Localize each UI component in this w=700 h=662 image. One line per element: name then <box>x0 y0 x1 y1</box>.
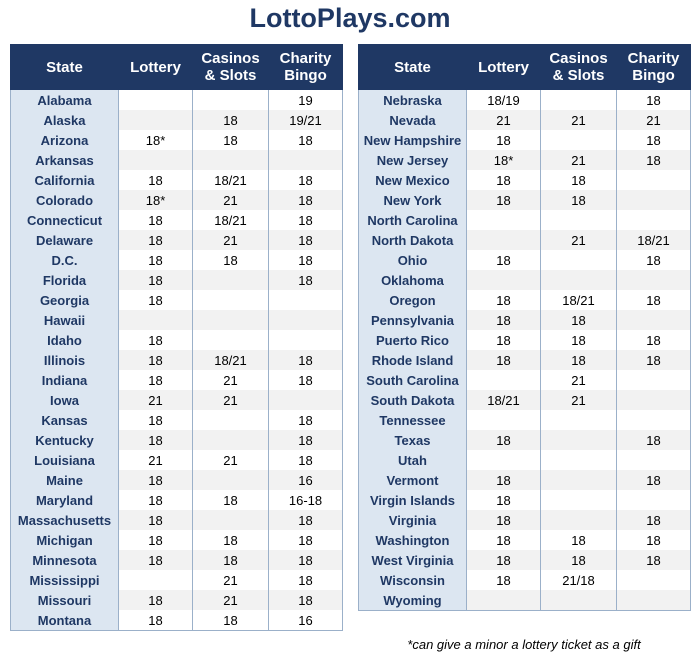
table-row <box>359 590 691 611</box>
lottery-cell: 18 <box>467 530 541 550</box>
state-cell: Minnesota <box>11 550 119 570</box>
table-row <box>11 110 343 130</box>
casinos-slots-cell <box>541 510 617 530</box>
header-state: State <box>11 45 119 90</box>
lottery-cell <box>119 150 193 170</box>
charity-bingo-cell: 16-18 <box>269 490 343 510</box>
charity-bingo-cell: 18 <box>617 130 691 150</box>
charity-bingo-cell <box>617 450 691 470</box>
table-row <box>359 290 691 310</box>
state-cell: North Carolina <box>359 210 467 230</box>
table-row <box>359 270 691 290</box>
table-row <box>359 530 691 550</box>
charity-bingo-cell: 18 <box>269 170 343 190</box>
table-row <box>11 430 343 450</box>
state-cell: Pennsylvania <box>359 310 467 330</box>
state-cell: Wyoming <box>359 590 467 611</box>
lottery-cell: 18 <box>119 210 193 230</box>
charity-bingo-cell: 19 <box>269 90 343 111</box>
charity-bingo-cell <box>269 330 343 350</box>
table-row <box>359 250 691 270</box>
charity-bingo-cell: 18 <box>617 290 691 310</box>
lottery-cell: 18 <box>467 250 541 270</box>
table-row <box>359 210 691 230</box>
lottery-cell: 18 <box>467 290 541 310</box>
state-cell: Alabama <box>11 90 119 111</box>
lottery-cell: 18 <box>119 590 193 610</box>
casinos-slots-cell: 18 <box>193 130 269 150</box>
lottery-cell: 18 <box>119 270 193 290</box>
lottery-cell: 18 <box>119 290 193 310</box>
lottery-cell <box>467 410 541 430</box>
lottery-cell: 18 <box>467 170 541 190</box>
charity-bingo-cell <box>269 290 343 310</box>
casinos-slots-cell <box>193 310 269 330</box>
table-row <box>359 490 691 510</box>
page-title: LottoPlays.com <box>249 3 451 33</box>
casinos-slots-cell <box>541 250 617 270</box>
table-row <box>359 110 691 130</box>
casinos-slots-cell: 21 <box>193 450 269 470</box>
casinos-slots-cell: 21 <box>541 230 617 250</box>
table-row <box>11 150 343 170</box>
table-row <box>11 530 343 550</box>
charity-bingo-cell: 18 <box>269 250 343 270</box>
table-row <box>11 290 343 310</box>
header-charity-bingo: Charity Bingo <box>269 45 343 90</box>
state-cell: Colorado <box>11 190 119 210</box>
table-row <box>11 210 343 230</box>
table-row <box>359 430 691 450</box>
charity-bingo-cell: 16 <box>269 470 343 490</box>
charity-bingo-cell: 18 <box>617 150 691 170</box>
charity-bingo-cell: 18 <box>269 570 343 590</box>
charity-bingo-cell: 18 <box>269 530 343 550</box>
casinos-slots-cell <box>541 590 617 611</box>
casinos-slots-cell: 18 <box>193 110 269 130</box>
state-cell: Maryland <box>11 490 119 510</box>
casinos-slots-cell <box>193 510 269 530</box>
state-cell: New Hampshire <box>359 130 467 150</box>
state-cell: Tennessee <box>359 410 467 430</box>
table-row <box>359 190 691 210</box>
casinos-slots-cell <box>541 130 617 150</box>
charity-bingo-cell: 18 <box>269 510 343 530</box>
lottery-cell <box>119 570 193 590</box>
casinos-slots-cell: 18/21 <box>541 290 617 310</box>
table-row <box>11 450 343 470</box>
state-cell: Iowa <box>11 390 119 410</box>
table-row <box>359 410 691 430</box>
charity-bingo-cell <box>269 150 343 170</box>
casinos-slots-cell <box>193 330 269 350</box>
header-casinos-slots: Casinos & Slots <box>193 45 269 90</box>
table-row <box>11 230 343 250</box>
table-row <box>359 470 691 490</box>
lottery-cell: 18 <box>119 530 193 550</box>
charity-bingo-cell <box>617 210 691 230</box>
lottery-cell <box>119 110 193 130</box>
state-cell: West Virginia <box>359 550 467 570</box>
casinos-slots-cell: 18/21 <box>193 350 269 370</box>
charity-bingo-cell: 18 <box>617 530 691 550</box>
header-lottery: Lottery <box>119 45 193 90</box>
charity-bingo-cell: 18 <box>617 330 691 350</box>
charity-bingo-cell <box>617 190 691 210</box>
state-cell: Utah <box>359 450 467 470</box>
casinos-slots-cell <box>541 410 617 430</box>
lottery-cell: 18 <box>467 190 541 210</box>
table-row <box>11 350 343 370</box>
lottery-cell <box>467 450 541 470</box>
lottery-cell <box>119 310 193 330</box>
state-cell: D.C. <box>11 250 119 270</box>
casinos-slots-cell: 18 <box>193 490 269 510</box>
lottery-cell: 18 <box>467 570 541 590</box>
state-cell: Rhode Island <box>359 350 467 370</box>
casinos-slots-cell <box>193 410 269 430</box>
casinos-slots-cell: 18 <box>541 190 617 210</box>
table-row <box>11 170 343 190</box>
casinos-slots-cell <box>193 470 269 490</box>
casinos-slots-cell <box>193 430 269 450</box>
state-cell: Alaska <box>11 110 119 130</box>
lottery-cell: 18 <box>119 370 193 390</box>
table-row <box>359 150 691 170</box>
state-cell: Kentucky <box>11 430 119 450</box>
lottery-cell <box>467 230 541 250</box>
state-cell: Connecticut <box>11 210 119 230</box>
table-header-row <box>359 45 691 90</box>
charity-bingo-cell <box>617 270 691 290</box>
lottery-cell <box>467 270 541 290</box>
charity-bingo-cell <box>617 590 691 611</box>
state-cell: South Carolina <box>359 370 467 390</box>
lottery-cell: 18 <box>119 330 193 350</box>
charity-bingo-cell: 18 <box>269 550 343 570</box>
charity-bingo-cell <box>617 310 691 330</box>
lottery-cell: 18 <box>467 310 541 330</box>
charity-bingo-cell: 18 <box>617 470 691 490</box>
charity-bingo-cell: 18 <box>269 450 343 470</box>
casinos-slots-cell: 18 <box>193 610 269 631</box>
state-cell: New Mexico <box>359 170 467 190</box>
lottery-cell <box>467 590 541 611</box>
charity-bingo-cell: 18 <box>269 230 343 250</box>
charity-bingo-cell: 18 <box>269 270 343 290</box>
lottery-cell: 18 <box>119 410 193 430</box>
state-cell: Delaware <box>11 230 119 250</box>
table-row <box>11 490 343 510</box>
table-row <box>11 510 343 530</box>
charity-bingo-cell: 18 <box>617 350 691 370</box>
casinos-slots-cell: 21 <box>193 230 269 250</box>
charity-bingo-cell: 18 <box>269 210 343 230</box>
state-cell: Virgin Islands <box>359 490 467 510</box>
state-cell: California <box>11 170 119 190</box>
header-lottery: Lottery <box>467 45 541 90</box>
state-cell: Massachusetts <box>11 510 119 530</box>
casinos-slots-cell: 18 <box>541 350 617 370</box>
charity-bingo-cell: 19/21 <box>269 110 343 130</box>
footnote: *can give a minor a lottery ticket as a gift <box>407 637 641 652</box>
state-cell: Nebraska <box>359 90 467 111</box>
table-header-row <box>11 45 343 90</box>
state-cell: Mississippi <box>11 570 119 590</box>
table-row <box>11 610 343 631</box>
casinos-slots-cell: 21/18 <box>541 570 617 590</box>
casinos-slots-cell: 21 <box>541 390 617 410</box>
lottery-cell: 18 <box>467 490 541 510</box>
state-cell: Oregon <box>359 290 467 310</box>
charity-bingo-cell <box>269 310 343 330</box>
state-cell: Oklahoma <box>359 270 467 290</box>
state-cell: Michigan <box>11 530 119 550</box>
table-row <box>359 350 691 370</box>
charity-bingo-cell: 18 <box>269 430 343 450</box>
state-cell: Georgia <box>11 290 119 310</box>
state-cell: New York <box>359 190 467 210</box>
casinos-slots-cell <box>541 450 617 470</box>
state-cell: Florida <box>11 270 119 290</box>
lottery-cell: 18 <box>119 510 193 530</box>
casinos-slots-cell: 21 <box>541 110 617 130</box>
table-row <box>359 390 691 410</box>
table-row <box>11 550 343 570</box>
table-row <box>359 570 691 590</box>
charity-bingo-cell: 18/21 <box>617 230 691 250</box>
charity-bingo-cell <box>617 170 691 190</box>
lottery-cell: 18 <box>467 430 541 450</box>
charity-bingo-cell: 18 <box>269 590 343 610</box>
lottery-cell: 18 <box>119 230 193 250</box>
state-cell: Louisiana <box>11 450 119 470</box>
lottery-cell: 18 <box>467 470 541 490</box>
table-row <box>11 250 343 270</box>
lottery-cell: 18 <box>119 350 193 370</box>
casinos-slots-cell <box>541 210 617 230</box>
charity-bingo-cell: 18 <box>617 430 691 450</box>
casinos-slots-cell: 18 <box>193 250 269 270</box>
casinos-slots-cell: 21 <box>193 370 269 390</box>
charity-bingo-cell: 18 <box>269 130 343 150</box>
casinos-slots-cell: 18/21 <box>193 170 269 190</box>
table-row <box>11 130 343 150</box>
lottery-cell: 21 <box>467 110 541 130</box>
casinos-slots-cell: 18 <box>541 550 617 570</box>
table-row <box>11 90 343 111</box>
casinos-slots-cell: 18/21 <box>193 210 269 230</box>
lottery-cell: 18 <box>119 170 193 190</box>
lottery-cell: 18 <box>119 250 193 270</box>
table-row <box>359 90 691 111</box>
lottery-cell: 21 <box>119 390 193 410</box>
state-cell: Illinois <box>11 350 119 370</box>
charity-bingo-cell <box>617 570 691 590</box>
table-row <box>11 470 343 490</box>
lottery-cell: 18 <box>119 490 193 510</box>
charity-bingo-cell <box>617 410 691 430</box>
casinos-slots-cell <box>193 270 269 290</box>
state-cell: Nevada <box>359 110 467 130</box>
state-cell: Wisconsin <box>359 570 467 590</box>
table-row <box>359 510 691 530</box>
casinos-slots-cell: 18 <box>541 170 617 190</box>
casinos-slots-cell: 18 <box>193 530 269 550</box>
state-cell: South Dakota <box>359 390 467 410</box>
table-row <box>359 130 691 150</box>
state-cell: Washington <box>359 530 467 550</box>
charity-bingo-cell: 18 <box>617 90 691 111</box>
casinos-slots-cell: 18 <box>193 550 269 570</box>
table-row <box>11 330 343 350</box>
lottery-cell: 18 <box>467 550 541 570</box>
state-cell: Ohio <box>359 250 467 270</box>
casinos-slots-cell: 21 <box>541 370 617 390</box>
lottery-cell: 18 <box>119 610 193 631</box>
state-cell: Arizona <box>11 130 119 150</box>
header-charity-bingo: Charity Bingo <box>617 45 691 90</box>
casinos-slots-cell: 21 <box>541 150 617 170</box>
casinos-slots-cell: 18 <box>541 530 617 550</box>
casinos-slots-cell: 21 <box>193 190 269 210</box>
table-row <box>11 390 343 410</box>
charity-bingo-cell: 21 <box>617 110 691 130</box>
casinos-slots-cell <box>541 430 617 450</box>
state-cell: Missouri <box>11 590 119 610</box>
state-cell: North Dakota <box>359 230 467 250</box>
lottery-cell: 18 <box>119 550 193 570</box>
state-cell: Arkansas <box>11 150 119 170</box>
casinos-slots-cell <box>193 90 269 111</box>
state-cell: Kansas <box>11 410 119 430</box>
casinos-slots-cell: 21 <box>193 570 269 590</box>
charity-bingo-cell: 18 <box>269 370 343 390</box>
charity-bingo-cell: 18 <box>617 510 691 530</box>
state-cell: Montana <box>11 610 119 631</box>
lottery-cell: 18* <box>119 130 193 150</box>
state-cell: Idaho <box>11 330 119 350</box>
table-row <box>11 370 343 390</box>
casinos-slots-cell <box>541 470 617 490</box>
charity-bingo-cell: 18 <box>269 190 343 210</box>
header-casinos-slots: Casinos & Slots <box>541 45 617 90</box>
charity-bingo-cell <box>269 390 343 410</box>
lottery-cell: 18/19 <box>467 90 541 111</box>
table-row <box>359 330 691 350</box>
casinos-slots-cell <box>541 270 617 290</box>
state-cell: Indiana <box>11 370 119 390</box>
table-row <box>11 570 343 590</box>
table-row <box>359 170 691 190</box>
lottery-cell: 21 <box>119 450 193 470</box>
state-cell: Vermont <box>359 470 467 490</box>
age-table-left <box>10 44 343 631</box>
state-cell: New Jersey <box>359 150 467 170</box>
age-table-right <box>358 44 691 611</box>
table-row <box>11 590 343 610</box>
table-row <box>11 190 343 210</box>
charity-bingo-cell: 18 <box>617 550 691 570</box>
table-row <box>11 270 343 290</box>
charity-bingo-cell: 18 <box>617 250 691 270</box>
casinos-slots-cell: 21 <box>193 390 269 410</box>
casinos-slots-cell <box>193 150 269 170</box>
casinos-slots-cell <box>541 490 617 510</box>
table-row <box>359 310 691 330</box>
table-row <box>359 450 691 470</box>
table-row <box>359 550 691 570</box>
state-cell: Virginia <box>359 510 467 530</box>
state-cell: Hawaii <box>11 310 119 330</box>
header-state: State <box>359 45 467 90</box>
casinos-slots-cell: 18 <box>541 330 617 350</box>
table-row <box>359 370 691 390</box>
lottery-cell: 18 <box>467 350 541 370</box>
lottery-cell: 18* <box>467 150 541 170</box>
charity-bingo-cell: 18 <box>269 410 343 430</box>
casinos-slots-cell <box>193 290 269 310</box>
state-cell: Texas <box>359 430 467 450</box>
lottery-cell: 18/21 <box>467 390 541 410</box>
lottery-cell: 18 <box>467 130 541 150</box>
casinos-slots-cell: 21 <box>193 590 269 610</box>
lottery-cell <box>467 210 541 230</box>
casinos-slots-cell <box>541 90 617 111</box>
charity-bingo-cell <box>617 370 691 390</box>
table-row <box>11 310 343 330</box>
lottery-cell <box>119 90 193 111</box>
table-row <box>359 230 691 250</box>
state-cell: Puerto Rico <box>359 330 467 350</box>
lottery-cell <box>467 370 541 390</box>
charity-bingo-cell <box>617 490 691 510</box>
casinos-slots-cell: 18 <box>541 310 617 330</box>
charity-bingo-cell: 16 <box>269 610 343 631</box>
lottery-cell: 18 <box>119 430 193 450</box>
lottery-cell: 18 <box>467 330 541 350</box>
lottery-cell: 18 <box>467 510 541 530</box>
charity-bingo-cell: 18 <box>269 350 343 370</box>
lottery-cell: 18* <box>119 190 193 210</box>
lottery-cell: 18 <box>119 470 193 490</box>
table-row <box>11 410 343 430</box>
charity-bingo-cell <box>617 390 691 410</box>
state-cell: Maine <box>11 470 119 490</box>
